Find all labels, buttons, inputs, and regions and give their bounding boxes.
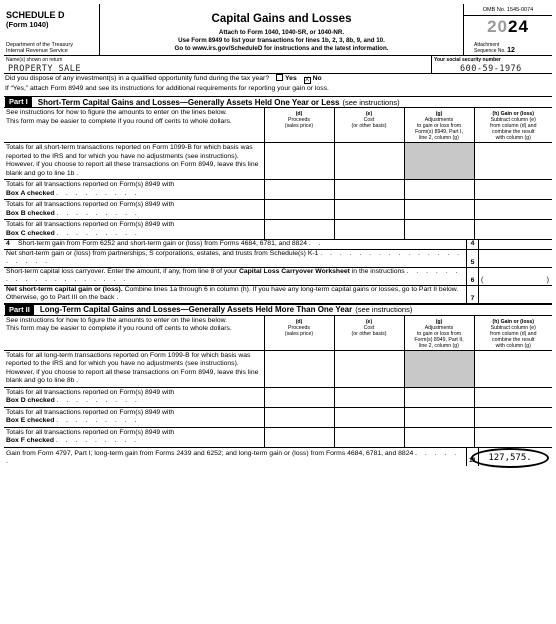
qof-question-text: Did you dispose of any investment(s) in a qualified opportunity fund during the tax year? <box>5 75 270 82</box>
line-text: Net short-term gain or (loss) from partnerships, S corporations, estates, and trusts from Schedule(s) K-1 <box>6 249 319 257</box>
line-text: Short-term capital loss carryover. Enter the amount, if any, from line 8 of your <box>6 267 238 275</box>
attach-line: Attach to Form 1040, 1040-SR, or 1040-NR. <box>218 29 345 36</box>
qof-note: If “Yes,” attach Form 8949 and see its instructions for additional requirements for reporting your gain or loss. <box>5 85 329 92</box>
schedule-name: SCHEDULE D <box>6 10 65 20</box>
form-number: (Form 1040) <box>6 20 49 29</box>
qof-yes-label: Yes <box>285 75 297 82</box>
line-8b-gain[interactable] <box>474 387 552 407</box>
line-9-proceeds[interactable] <box>264 407 334 427</box>
col-d-letter: (d) <box>295 111 303 117</box>
col-g-header <box>404 316 474 351</box>
dept-name: Department of the Treasury <box>6 42 73 48</box>
col-h-l4: with column (g) <box>495 135 531 141</box>
col-e-title: Cost <box>363 324 375 331</box>
agency <box>6 42 73 54</box>
col-e-letter: (e) <box>365 111 373 117</box>
line-11-row <box>4 448 552 466</box>
line-box: Box D checked <box>6 397 55 404</box>
line-9-row <box>4 407 552 427</box>
line-2-row <box>4 200 552 220</box>
part2-see: (see instructions) <box>355 305 413 314</box>
line-6-desc: Short-term capital loss carryover. Enter the amount, if any, from line 8 of your Capital Loss Carryover Worksheet in the instructions . . . . . . . . . . . . . . . . . . . <box>4 268 466 285</box>
col-h-title: (h) Gain or (loss) <box>492 111 534 117</box>
line-box: Box E checked <box>6 417 55 424</box>
line-3-cost[interactable] <box>334 220 404 240</box>
line-3-row <box>4 220 552 240</box>
tax-year-century: 20 <box>487 17 508 36</box>
year-block <box>464 4 552 55</box>
line-3-desc: Totals for all transactions reported on Form(s) 8949 with Box C checked . . . . . . . . . <box>4 220 264 240</box>
part2-label: Part II <box>5 305 34 315</box>
omb-number: OMB No. 1545-0074 <box>464 7 552 16</box>
line-8a-desc: Totals for all long-term transactions reported on Form 1099-B for which basis was reported to the IRS and for which you have no adjustments (see instructions). However, if you choose to report all these transactions on Form 8949, leave this line blank and go to line 8b . <box>4 350 264 387</box>
col-h-l1: Subtract column (e) <box>490 324 536 331</box>
line-text: Combine lines 1a through 6 in column (h). If you have any long-term capital gains or losses, go to Part II below. Otherwise, go to Part III on the back <box>6 285 459 301</box>
col-d-sub: (sales price) <box>284 330 314 337</box>
col-d-title: Proceeds <box>288 324 310 331</box>
col-d-header <box>264 316 334 351</box>
line-4-amount[interactable] <box>478 240 552 249</box>
line-box: Box B checked <box>6 209 55 217</box>
line-text: Totals for all transactions reported on Form(s) 8949 with <box>6 388 175 396</box>
line-11-circled-value: 127,575. <box>471 448 549 468</box>
line-6-amount[interactable] <box>478 268 552 285</box>
line-1a-cost[interactable] <box>334 143 404 180</box>
sequence-label: Sequence No. <box>474 48 506 54</box>
part1-see: (see instructions) <box>342 97 400 107</box>
line-text: Totals for all transactions reported on Form(s) 8949 with <box>6 221 175 228</box>
line-9-gain[interactable] <box>474 407 552 427</box>
line-4-desc: 4 Short-term gain from Form 6252 and short-term gain or (loss) from Forms 4684, 6781, and 8824 . . <box>6 240 324 247</box>
line-bold-text: Net short-term capital gain or (loss). <box>6 285 123 293</box>
line-1b-adjustments[interactable] <box>404 180 474 200</box>
col-e-header <box>334 316 404 351</box>
line-9-adjustments[interactable] <box>404 407 474 427</box>
title-block <box>100 4 464 55</box>
col-h-l3: combine the result <box>492 336 535 343</box>
line-text: Totals for all transactions reported on Form(s) 8949 with <box>6 181 175 188</box>
line-2-proceeds[interactable] <box>264 200 334 220</box>
line-5-row <box>4 250 552 268</box>
line-10-desc: Totals for all transactions reported on Form(s) 8949 with Box F checked . . . . . . . . . <box>4 427 264 447</box>
qof-question <box>4 74 552 84</box>
col-g-letter: (g) <box>435 111 443 117</box>
col-g-letter: (g) <box>435 318 443 325</box>
line-4-row <box>4 240 552 250</box>
irs-name: Internal Revenue Service <box>6 48 68 54</box>
line-4-number-box: 4 <box>466 240 478 249</box>
ssn-label: Your social security number <box>434 57 501 63</box>
name-field[interactable] <box>4 56 432 73</box>
sequence-number: 12 <box>507 47 515 54</box>
line-8b-desc: Totals for all transactions reported on Form(s) 8949 with Box D checked . . . . . . . . . <box>4 387 264 407</box>
line-8a-gain[interactable] <box>474 350 552 387</box>
line-7-desc: Net short-term capital gain or (loss). Combine lines 1a through 6 in column (h). If you have any long-term capital gains or losses, go to Part II below. Otherwise, go to Part III on the back . <box>4 286 466 303</box>
line-1b-proceeds[interactable] <box>264 180 334 200</box>
line-9-desc: Totals for all transactions reported on Form(s) 8949 with Box E checked . . . . . . . . . <box>4 407 264 427</box>
line-10-adjustments[interactable] <box>404 427 474 447</box>
instr-1: See instructions for how to figure the amounts to enter on the lines below. <box>6 109 228 116</box>
col-d-sub: (sales price) <box>284 123 314 129</box>
line-3-proceeds[interactable] <box>264 220 334 240</box>
form-header <box>4 4 552 56</box>
line-number: 4 <box>6 240 10 247</box>
line-bold-text: Capital Loss Carryover Worksheet <box>238 267 350 275</box>
col-e-header <box>334 108 404 143</box>
line-8b-cost[interactable] <box>334 387 404 407</box>
col-g-title: Adjustments <box>424 117 454 123</box>
attachment-label: Attachment <box>474 42 500 48</box>
col-g-l4: line 2, column (g) <box>419 342 459 349</box>
part2-column-headers <box>4 316 552 351</box>
goto-line: Go to www.irs.gov/ScheduleD for instructions and the latest information. <box>174 45 389 52</box>
col-e-sub: (or other basis) <box>351 330 387 337</box>
line-5-amount[interactable] <box>478 250 552 267</box>
line-2-adjustments[interactable] <box>404 200 474 220</box>
line-7-amount[interactable] <box>478 286 552 303</box>
tax-year-digits: 24 <box>508 17 529 36</box>
line-box: Box A checked <box>6 189 55 197</box>
part2-title: Long-Term Capital Gains and Losses—Generally Assets Held More Than One Year <box>39 305 353 314</box>
line-text: Totals for all transactions reported on Form(s) 8949 with <box>6 408 175 416</box>
tax-year <box>464 17 552 37</box>
col-h-header <box>474 316 552 351</box>
line-11-number-box: 11 <box>466 448 478 466</box>
line-7-number-box: 7 <box>466 286 478 303</box>
col-h-l3: combine the result <box>492 129 535 135</box>
line-5-number-box: 5 <box>466 250 478 267</box>
form-title: Capital Gains and Losses <box>211 13 352 25</box>
part1-column-headers <box>4 108 552 143</box>
attachment-sequence <box>474 42 515 54</box>
line-text: Totals for all short-term transactions reported on Form 1099-B for which basis was reported to the IRS and for which you have no adjustments (see instructions). However, if you choose to report all these transactions on Form 8949, leave this line blank and go to line 1b <box>6 144 259 177</box>
open-paren: ( <box>481 276 484 284</box>
part2-header <box>4 304 552 316</box>
line-8b-row <box>4 387 552 407</box>
instr-1: See instructions for how to figure the amounts to enter on the lines below. <box>6 316 228 324</box>
col-e-title: Cost <box>363 117 375 123</box>
col-h-l1: Subtract column (e) <box>490 117 536 123</box>
line-box: Box F checked <box>6 437 54 444</box>
col-d-title: Proceeds <box>288 117 310 123</box>
part1-header <box>4 96 552 108</box>
part2-instructions <box>4 316 264 351</box>
line-10-cost[interactable] <box>334 427 404 447</box>
line-text: Gain from Form 4797, Part I; long-term gain from Forms 2439 and 6252; and long-term gain or (loss) from Forms 4684, 6781, and 8824 <box>6 449 414 457</box>
line-text: Totals for all transactions reported on Form(s) 8949 with <box>6 201 175 208</box>
line-text: Short-term gain from Form 6252 and short-term gain or (loss) from Forms 4684, 6781, and 8824 <box>18 240 307 247</box>
line-2-cost[interactable] <box>334 200 404 220</box>
col-e-letter: (e) <box>365 318 373 325</box>
line-3-adjustments[interactable] <box>404 220 474 240</box>
line-8a-adjustments-shaded <box>404 350 474 387</box>
col-h-title: (h) Gain or (loss) <box>492 318 534 325</box>
line-8a-proceeds[interactable] <box>264 350 334 387</box>
line-8b-adjustments[interactable] <box>404 387 474 407</box>
line-7-row <box>4 286 552 304</box>
part1-label: Part I <box>5 97 32 107</box>
col-g-l2: to gain or loss from <box>416 123 462 129</box>
line-6-number-box: 6 <box>466 268 478 285</box>
line-text-b: in the instructions <box>351 267 405 275</box>
line-6-row <box>4 268 552 286</box>
name-label: Name(s) shown on return <box>6 57 63 63</box>
instr-2: This form may be easier to complete if you round off cents to whole dollars. <box>6 325 232 332</box>
line-10-gain[interactable] <box>474 427 552 447</box>
line-8a-cost[interactable] <box>334 350 404 387</box>
taxpayer-name: PROPERTY SALE <box>8 64 82 74</box>
col-g-l3: Form(s) 8949, Part II, <box>414 336 464 343</box>
line-2-gain[interactable] <box>474 200 552 220</box>
qof-no-label: No <box>312 75 322 82</box>
col-g-title: Adjustments <box>424 324 454 331</box>
line-9-cost[interactable] <box>334 407 404 427</box>
col-g-l2: to gain or loss from <box>416 330 462 337</box>
instr-2: This form may be easier to complete if you round off cents to whole dollars. <box>6 117 232 125</box>
line-2-desc: Totals for all transactions reported on Form(s) 8949 with Box B checked . . . . . . . . . <box>4 200 264 220</box>
col-d-header <box>264 108 334 143</box>
line-1a-adjustments-shaded <box>404 143 474 180</box>
taxpayer-row <box>4 56 552 74</box>
line-3-gain[interactable] <box>474 220 552 240</box>
qof-yes-checkbox[interactable] <box>276 74 283 81</box>
ssn-value: 600-59-1976 <box>460 64 522 74</box>
line-11-amount[interactable] <box>478 448 552 466</box>
line-1b-gain[interactable] <box>474 180 552 200</box>
col-h-l2: from column (d) and <box>490 330 537 337</box>
col-d-letter: (d) <box>295 318 303 325</box>
col-h-header <box>474 108 552 143</box>
line-10-proceeds[interactable] <box>264 427 334 447</box>
line-box: Box C checked <box>6 229 55 237</box>
col-g-header <box>404 108 474 143</box>
line-1b-desc: Totals for all transactions reported on Form(s) 8949 with Box A checked . . . . . . . . . <box>4 180 264 200</box>
line-text: Totals for all transactions reported on Form(s) 8949 with <box>6 428 175 436</box>
part1-instructions <box>4 108 264 143</box>
col-e-sub: (or other basis) <box>351 123 387 129</box>
col-g-l3: Form(s) 8949, Part I, <box>415 129 463 135</box>
line-8b-proceeds[interactable] <box>264 387 334 407</box>
schedule-d-form <box>4 4 552 624</box>
line-1b-cost[interactable] <box>334 180 404 200</box>
line-5-desc: Net short-term gain or (loss) from partnerships, S corporations, estates, and trusts from Schedule(s) K-1 . . . . . . . . . . . . . . . . . . . . <box>4 250 466 267</box>
part1-title: Short-Term Capital Gains and Losses—Generally Assets Held One Year or Less <box>37 97 340 107</box>
line-1a-row <box>4 143 552 180</box>
part2-table <box>4 316 552 448</box>
qof-no-checkbox[interactable]: X <box>305 77 310 83</box>
line-11-desc: Gain from Form 4797, Part I; long-term gain from Forms 2439 and 6252; and long-term gain or (loss) from Forms 4684, 6781, and 8824 . . . . . . <box>4 448 466 466</box>
ssn-field[interactable] <box>432 56 552 73</box>
use-form-line: Use Form 8949 to list your transactions for lines 1b, 2, 3, 8b, 9, and 10. <box>178 37 385 44</box>
line-1a-gain[interactable] <box>474 143 552 180</box>
line-text: Totals for all long-term transactions reported on Form 1099-B for which basis was reported to the IRS and for which you have no adjustments (see instructions). However, if you choose to report all these transactions on Form 8949, leave this line blank and go to line 8b <box>6 351 259 384</box>
line-1b-row <box>4 180 552 200</box>
line-10-row <box>4 427 552 447</box>
col-g-l4: line 2, column (g) <box>419 135 459 141</box>
line-1a-proceeds[interactable] <box>264 143 334 180</box>
line-8a-row <box>4 350 552 387</box>
line-1a-desc: Totals for all short-term transactions reported on Form 1099-B for which basis was reported to the IRS and for which you have no adjustments (see instructions). However, if you choose to report all these transactions on Form 8949, leave this line blank and go to line 1b . <box>4 143 264 180</box>
part1-table <box>4 108 552 240</box>
col-h-l4: with column (g) <box>495 342 531 349</box>
col-h-l2: from column (d) and <box>490 123 537 129</box>
close-paren: ) <box>546 276 549 284</box>
form-id-block <box>4 4 100 55</box>
